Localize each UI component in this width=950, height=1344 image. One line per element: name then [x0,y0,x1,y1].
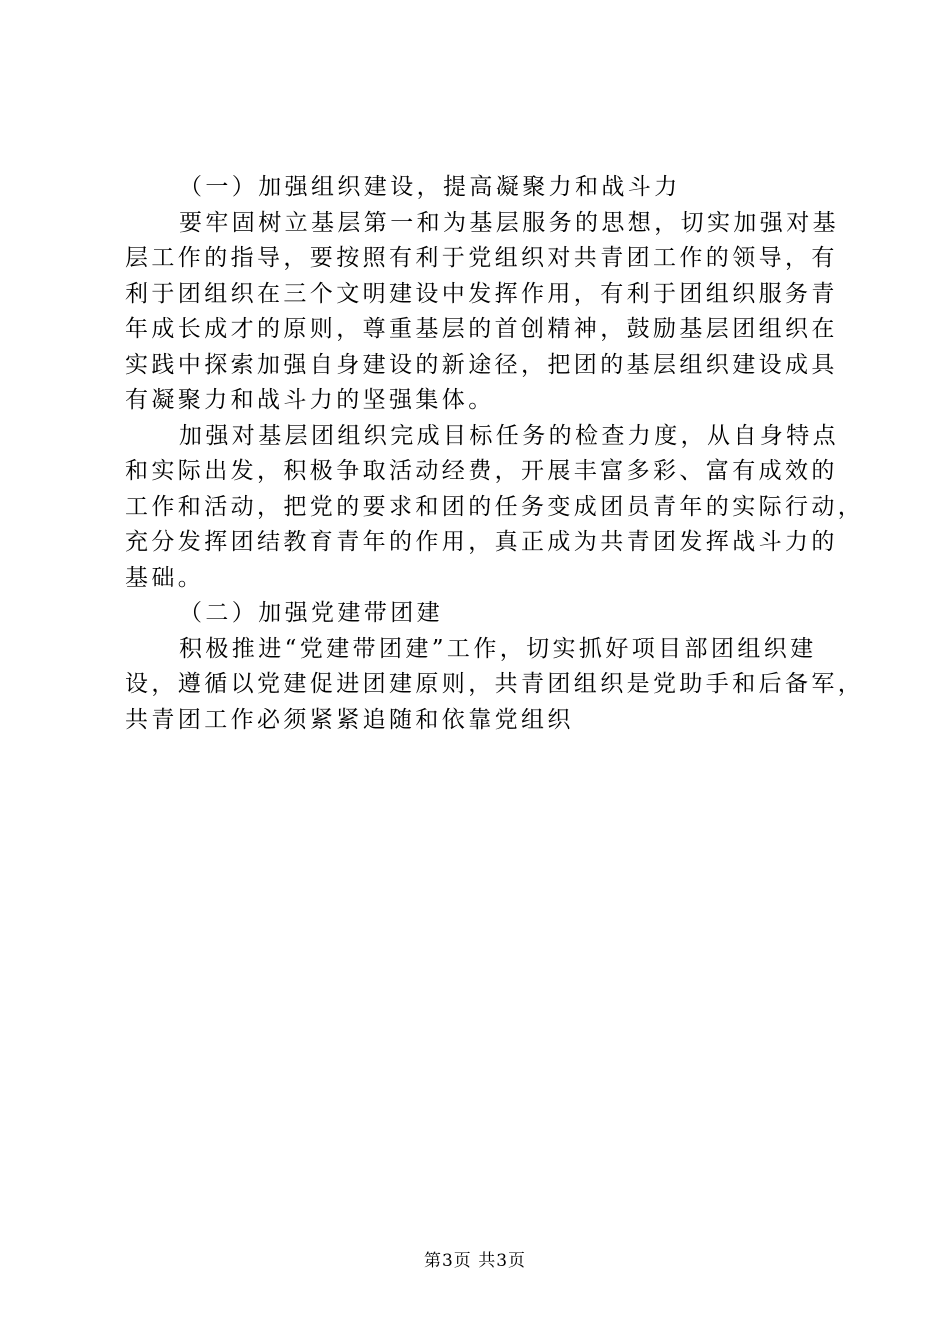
paragraph-2-line: 加强对基层团组织完成目标任务的检查力度，从自身特点 [179,422,839,449]
paragraph-1-line: 要牢固树立基层第一和为基层服务的思想，切实加强对基 [179,209,839,236]
document-body [125,170,865,738]
paragraph-1-line: 利于团组织在三个文明建设中发挥作用，有利于团组织服务青 [125,280,838,307]
section-heading-1: （一）加强组织建设，提高凝聚力和战斗力 [179,174,681,200]
page-footer: 第3页 共3页 [423,1251,527,1271]
paragraph-1-line: 年成长成才的原则，尊重基层的首创精神，鼓励基层团组织在 [125,316,838,342]
paragraph-3-line: 共青团工作必须紧紧追随和依靠党组织 [125,706,574,733]
paragraph-2-line: 工作和活动，把党的要求和团的任务变成团员青年的实际行动， [125,493,865,520]
paragraph-3-line: 设，遵循以党建促进团建原则，共青团组织是党助手和后备军， [125,671,865,697]
paragraph-1-line: 层工作的指导，要按照有利于党组织对共青团工作的领导，有 [125,245,838,271]
paragraph-3-line: 积极推进“党建带团建”工作，切实抓好项目部团组织建 [179,635,817,662]
paragraph-1-line: 有凝聚力和战斗力的坚强集体。 [125,387,495,413]
paragraph-2-line: 基础。 [125,564,205,591]
section-heading-2: （二）加强党建带团建 [179,600,443,626]
paragraph-1-line: 实践中探索加强自身建设的新途径，把团的基层组织建设成具 [125,351,838,378]
paragraph-2-line: 充分发挥团结教育青年的作用，真正成为共青团发挥战斗力的 [125,529,838,555]
paragraph-2-line: 和实际出发，积极争取活动经费，开展丰富多彩、富有成效的 [125,458,838,484]
